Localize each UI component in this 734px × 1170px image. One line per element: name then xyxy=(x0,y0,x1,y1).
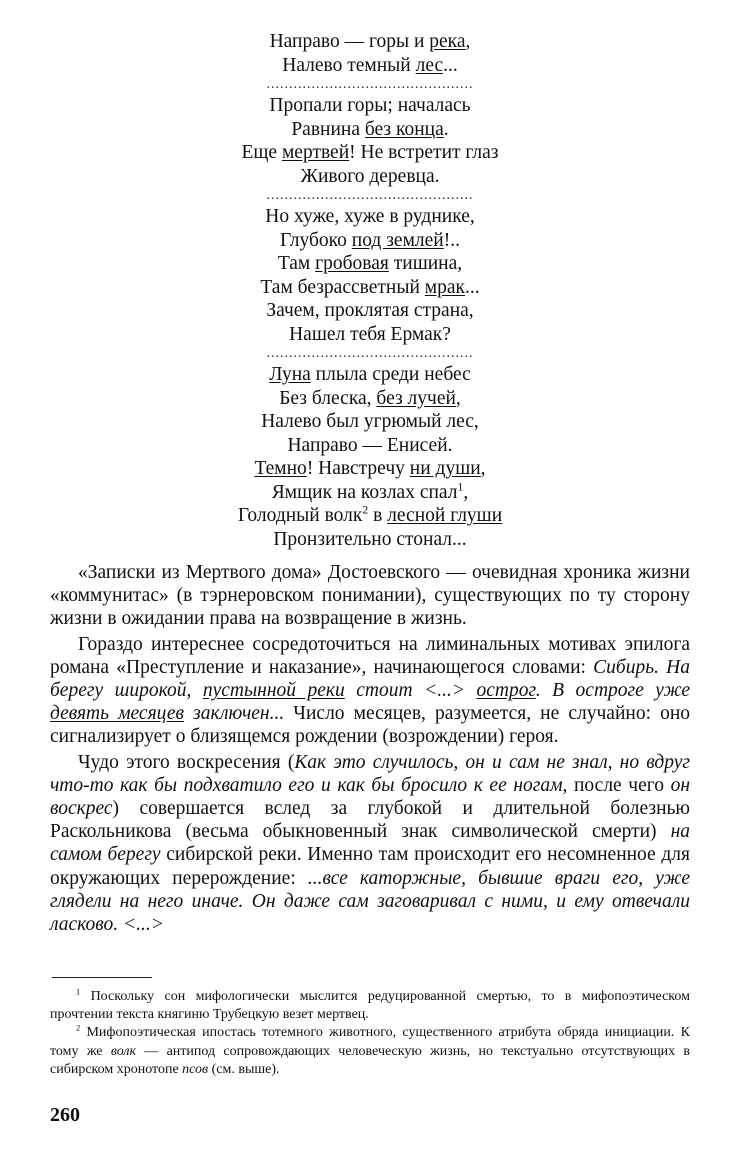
footnotes xyxy=(50,988,690,1079)
page-number: 260 xyxy=(50,1104,80,1126)
poem-line: Там гробовая тишина, xyxy=(277,253,463,274)
poem-line: Налево был угрюмый лес, xyxy=(261,411,479,432)
poem-line: Зачем, проклятая страна, xyxy=(266,300,474,321)
footnote-ref: 2 xyxy=(362,503,369,517)
poem-line: Луна плыла среди небес xyxy=(269,364,471,385)
paragraph: Чудо этого воскресения (Как это случилось, он и сам не знал, но вдруг что-то как бы подхватило его и как бы бросило к ее ногам, после чего он воскрес) совершается вслед за глубокой и длительной болезнью Раскольникова (весьма обыкновенный знак символической смерти) на самом берегу сибирской реки. Именно там происходит его несомненное для окружающих перерождение: ...все каторжные, бывшие враги его, уже глядели на него иначе. Он даже сам заговаривал с ними, и ему отвечали ласково. <...> xyxy=(50,751,691,936)
poem-line: Глубоко под землей!.. xyxy=(279,229,460,251)
stanza-separator: .............................................. xyxy=(266,77,474,92)
body-text xyxy=(50,561,690,936)
poem-line: Налево темный лес... xyxy=(282,54,458,76)
paragraph: Гораздо интереснее сосредоточиться на лиминальных мотивах эпилога романа «Преступление и наказание», начинающегося словами: Сибирь. На берегу широкой, пустынной реки стоит <...> острог. В остроге уже девять месяцев заключен... Число месяцев, разумеется, не случайно: оно сигнализирует о близящемся рождении (возрождении) героя. xyxy=(50,633,691,748)
poem xyxy=(50,30,690,551)
poem-line: Голодный волк$^2$ в лесной глуши xyxy=(237,503,503,526)
page-body xyxy=(50,30,690,938)
footnote-ref: 1 xyxy=(457,480,464,493)
footnote-divider xyxy=(52,977,152,978)
poem-line: Направо — Енисей. xyxy=(287,434,453,456)
poem-line: Направо — горы и река, xyxy=(269,31,471,52)
stanza-separator: .............................................. xyxy=(266,188,474,203)
poem-line: Без блеска, без лучей, xyxy=(279,387,461,409)
poem-line: Еще мертвей! Не встретит глаз xyxy=(241,142,499,163)
poem-line: Нашел тебя Ермак? xyxy=(289,323,451,345)
footnote: $^1$ Поскольку сон мифологически мыслится редуцированной смертью, то в мифопоэтическом прочтении текста княгиню Трубецкую везет мертвец. xyxy=(50,987,690,1023)
footnote: $^2$ Мифопоэтическая ипостась тотемного животного, существенного атрибута обряда инициации. К тому же волк — антипод сопровождающих человеческую жизнь, но текстуально отсутствующих в сибирском хронотопе псов (см. выше). xyxy=(50,1023,690,1077)
poem-line: Ямщик на козлах спал$^1$, xyxy=(271,480,469,503)
poem-line: Живого деревца. xyxy=(300,165,440,187)
poem-line: Темно! Навстречу ни души, xyxy=(254,458,486,479)
poem-line: Там безрассветный мрак... xyxy=(260,276,480,298)
poem-line: Но хуже, хуже в руднике, xyxy=(265,206,475,227)
stanza-separator: .............................................. xyxy=(266,346,474,361)
poem-line: Равнина без конца. xyxy=(291,118,449,140)
poem-line: Пропали горы; началась xyxy=(269,95,471,116)
poem-line: Пронзительно стонал... xyxy=(273,528,467,550)
paragraph: «Записки из Мертвого дома» Достоевского — очевидная хроника жизни «коммунитас» (в тэрнеровском понимании), существующих по ту сторону жизни в ожидании права на возвращение в жизнь. xyxy=(50,562,690,630)
